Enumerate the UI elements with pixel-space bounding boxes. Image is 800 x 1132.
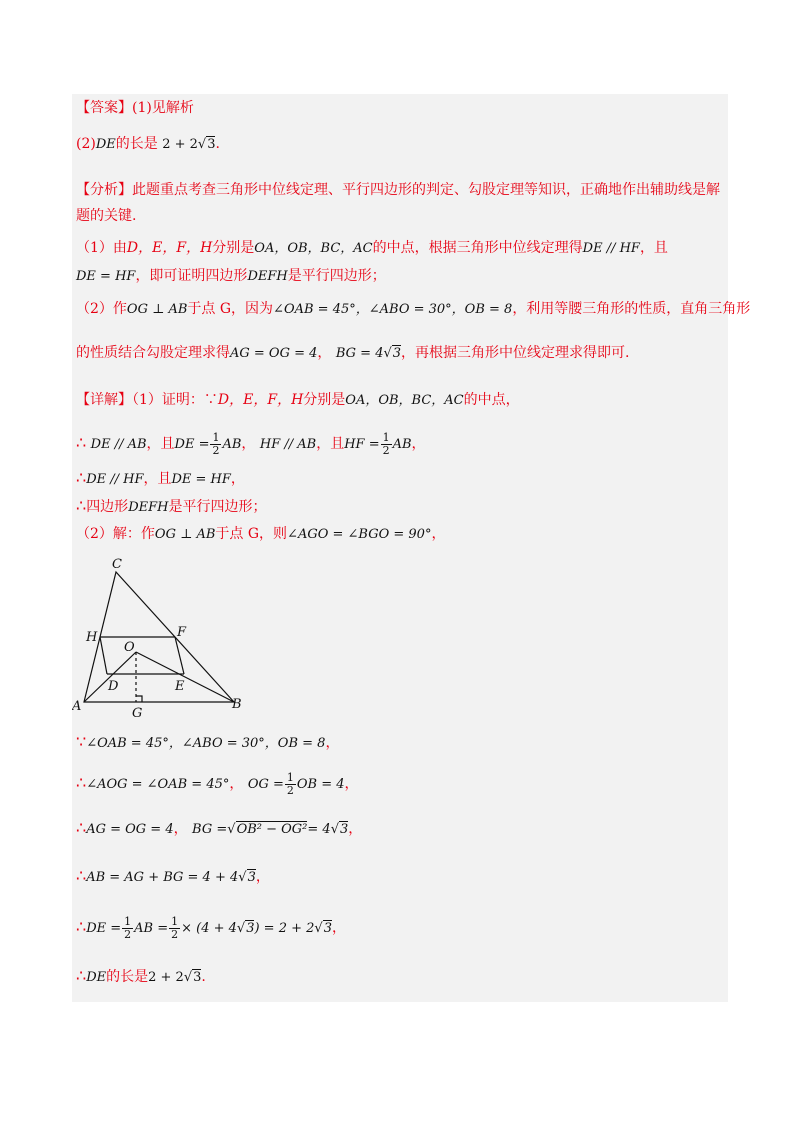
segment-AO <box>84 652 136 702</box>
detail-line-7 <box>76 768 359 800</box>
analysis-s2-math-3: AG = OG = 4 <box>230 346 318 361</box>
detail-e5-root: √3 <box>236 921 255 936</box>
half-fraction <box>381 432 392 457</box>
half-fraction <box>285 772 296 797</box>
detail-e6-root: √3 <box>183 970 202 985</box>
therefore-symbol: ∴ <box>76 496 87 515</box>
fraction-numerator: 1 <box>212 430 220 444</box>
detail-d5-math-1: OG ⊥ AB <box>154 527 216 542</box>
analysis-s1-math-1: DE // HF <box>582 241 640 256</box>
detail-line-11 <box>76 966 206 988</box>
detail-d2-math-4: HF // AB <box>259 437 317 452</box>
therefore-symbol: ∴ <box>76 773 87 792</box>
detail-d5-b: 于点 G，则 <box>215 526 288 542</box>
detail-d1-points: D，E，F，H <box>217 392 304 408</box>
bg-radicand: 3 <box>392 346 402 361</box>
label-O: O <box>124 640 135 655</box>
detail-e5-a: ， <box>331 920 346 936</box>
detail-d2-math-6: AB <box>392 437 412 452</box>
analysis-s2-math-2: ∠OAB = 45°，∠ABO = 30°，OB = 8 <box>273 302 513 317</box>
detail-line-9 <box>76 866 270 888</box>
answer-value: 2 + 2√3 <box>162 137 216 152</box>
detail-d4-math: DEFH <box>128 500 169 515</box>
detail-d1-c: 的中点， <box>463 392 520 408</box>
answer-tag: 【答案】 <box>76 100 132 116</box>
detail-d3-math-2: DE = HF <box>171 472 231 487</box>
right-angle-mark <box>136 696 142 702</box>
detail-line-3 <box>76 468 245 490</box>
analysis-s1-segments: OA，OB，BC，AC <box>254 241 373 256</box>
detail-d3-a: ，且 <box>143 471 172 487</box>
analysis-s1-points: D，E，F，H <box>126 240 213 256</box>
detail-e3-math-1: AG = OG = 4 <box>86 822 174 837</box>
analysis-line-5 <box>76 299 750 320</box>
detail-d2-math-2: DE = <box>174 437 210 452</box>
analysis-s2-f: ，再根据三角形中位线定理求得即可. <box>401 345 630 361</box>
fraction-numerator: 1 <box>382 430 390 444</box>
half-fraction <box>169 916 180 941</box>
detail-e2-a: ， <box>229 776 244 792</box>
detail-line-1 <box>76 390 520 411</box>
analysis-s1-math-2: DE = HF <box>76 269 136 284</box>
analysis-s1-e: ，即可证明四边形 <box>135 268 248 284</box>
detail-e4-root: √3 <box>238 870 256 885</box>
detail-e3-math-2: BG = <box>192 822 228 837</box>
half-fraction <box>122 916 133 941</box>
detail-d5-math-2: ∠AGO = ∠BGO = 90° <box>287 527 432 542</box>
radicand: OB² − OG² <box>236 822 308 837</box>
detail-e3-math-3: = 4 <box>307 822 331 837</box>
detail-d2-math-5: HF = <box>344 437 380 452</box>
detail-e6-a: 的长是 <box>106 969 149 985</box>
detail-e6-value: 2 + 2 <box>148 970 184 985</box>
geometry-figure <box>72 552 252 722</box>
detail-e3-root3: √3 <box>330 822 349 837</box>
label-F: F <box>177 625 187 640</box>
detail-e2-math-2: OG = <box>247 777 284 792</box>
analysis-line-6 <box>76 343 630 364</box>
detail-line-8 <box>76 818 362 840</box>
detail-d2-a: ，且 <box>146 436 175 452</box>
detail-d3-math-1: DE // HF <box>86 472 144 487</box>
answer-var: DE <box>95 137 116 152</box>
analysis-line-2 <box>76 206 136 226</box>
fraction-denominator: 2 <box>212 443 220 457</box>
bg-value-prefix: BG = 4 <box>335 346 384 361</box>
detail-e3-a: ， <box>173 821 188 837</box>
radicand: 3 <box>246 921 255 936</box>
detail-d2-c: ，且 <box>316 436 345 452</box>
detail-e6-math: DE <box>86 970 107 985</box>
therefore-symbol: ∴ <box>76 866 87 885</box>
analysis-s1-b: 分别是 <box>212 240 255 256</box>
detail-e5-math-1: DE = <box>86 921 122 936</box>
analysis-s2-c: ，利用等腰三角形的性质，直角三角形 <box>512 301 751 317</box>
fraction-numerator: 1 <box>286 770 294 784</box>
label-H: H <box>86 630 98 645</box>
label-C: C <box>112 557 122 572</box>
detail-e2-math-1: ∠AOG = ∠OAB = 45° <box>86 777 230 792</box>
half-fraction <box>210 432 221 457</box>
detail-d1-a: （1）证明：∵ <box>132 392 218 408</box>
detail-e4-math: AB = AG + BG = 4 + 4 <box>86 870 239 885</box>
detail-e2-math-3: OB = 4 <box>296 777 345 792</box>
answer-line-2 <box>76 134 220 155</box>
label-G: G <box>132 706 143 721</box>
detail-d5-a: （2）解：作 <box>76 526 155 542</box>
analysis-s1-math-3: DEFH <box>247 269 288 284</box>
analysis-s2-e: ， <box>317 345 332 361</box>
detail-line-6 <box>76 732 339 754</box>
detail-line-10 <box>76 912 346 944</box>
radicand: 3 <box>247 870 256 885</box>
fraction-denominator: 2 <box>124 927 132 941</box>
fraction-numerator: 1 <box>124 914 132 928</box>
therefore-symbol: ∴ <box>76 818 87 837</box>
detail-line-4 <box>76 496 266 518</box>
analysis-s2-d: 的性质结合勾股定理求得 <box>76 345 230 361</box>
detail-d2-d: ， <box>411 436 426 452</box>
detail-e3-radical: √OB² − OG² <box>227 822 308 837</box>
because-symbol: ∵ <box>76 732 87 751</box>
label-B: B <box>232 697 242 712</box>
answer-end: . <box>215 136 220 152</box>
answer-part1: (1)见解析 <box>132 100 194 116</box>
analysis-s2-math-1: OG ⊥ AB <box>126 302 188 317</box>
analysis-s2-math-4: BG = 4√3 <box>335 346 402 361</box>
detail-d2-math-1: DE // AB <box>90 437 147 452</box>
fraction-denominator: 2 <box>286 783 294 797</box>
detail-e5-math-4: ) = 2 + 2 <box>254 921 315 936</box>
detail-d1-b: 分别是 <box>303 392 346 408</box>
fraction-denominator: 2 <box>382 443 390 457</box>
detail-tag: 【详解】 <box>76 392 132 408</box>
analysis-intro-2: 题的关键. <box>76 208 137 224</box>
detail-d1-segments: OA，OB，BC，AC <box>345 393 464 408</box>
detail-d2-b: ， <box>241 436 256 452</box>
detail-e6-b: . <box>201 969 206 985</box>
analysis-intro-1: 此题重点考查三角形中位线定理、平行四边形的判定、勾股定理等知识，正确地作出辅助线是解 <box>132 182 720 198</box>
analysis-line-4 <box>76 266 386 287</box>
label-D: D <box>108 679 119 694</box>
analysis-s1-a: （1）由 <box>76 240 127 256</box>
detail-e4-a: ， <box>255 869 270 885</box>
therefore-symbol: ∴ <box>76 468 87 487</box>
analysis-tag: 【分析】 <box>76 182 132 198</box>
answer-part2-prefix: (2) <box>76 136 96 152</box>
analysis-s1-c: 的中点，根据三角形中位线定理得 <box>372 240 583 256</box>
radicand: 3 <box>340 822 349 837</box>
analysis-line-1 <box>76 180 720 200</box>
answer-line-1 <box>76 98 194 118</box>
therefore-symbol: ∴ <box>76 966 87 985</box>
detail-e1-math: ∠OAB = 45°，∠ABO = 30°，OB = 8 <box>86 736 326 751</box>
analysis-s1-d: ，且 <box>639 240 668 256</box>
detail-e5-root2: √3 <box>314 921 332 936</box>
analysis-s1-f: 是平行四边形； <box>287 268 386 284</box>
detail-e1-a: ， <box>325 735 340 751</box>
therefore-symbol: ∴ <box>76 433 87 452</box>
label-A: A <box>72 699 82 714</box>
detail-d4-a: 四边形 <box>86 499 129 515</box>
detail-line-5 <box>76 524 445 545</box>
analysis-s2-b: 于点 G，因为 <box>187 301 274 317</box>
detail-d5-c: ， <box>431 526 446 542</box>
detail-line-2 <box>76 428 426 460</box>
therefore-symbol: ∴ <box>76 917 87 936</box>
fraction-numerator: 1 <box>171 914 179 928</box>
detail-e2-b: ， <box>344 776 359 792</box>
segment-HD <box>100 637 107 674</box>
detail-e5-math-3: × (4 + 4 <box>181 921 237 936</box>
analysis-line-3 <box>76 238 668 259</box>
detail-e5-math-2: AB = <box>134 921 169 936</box>
label-E: E <box>175 679 185 694</box>
answer-mid: 的长是 <box>115 136 158 152</box>
radicand: 3 <box>323 921 332 936</box>
detail-d2-math-3: AB <box>222 437 242 452</box>
detail-d3-b: ， <box>230 471 245 487</box>
radicand: 3 <box>193 970 202 985</box>
analysis-s2-a: （2）作 <box>76 301 127 317</box>
segment-OB <box>136 652 234 702</box>
fraction-denominator: 2 <box>171 927 179 941</box>
detail-d4-b: 是平行四边形； <box>168 499 267 515</box>
detail-e3-b: ， <box>348 821 363 837</box>
